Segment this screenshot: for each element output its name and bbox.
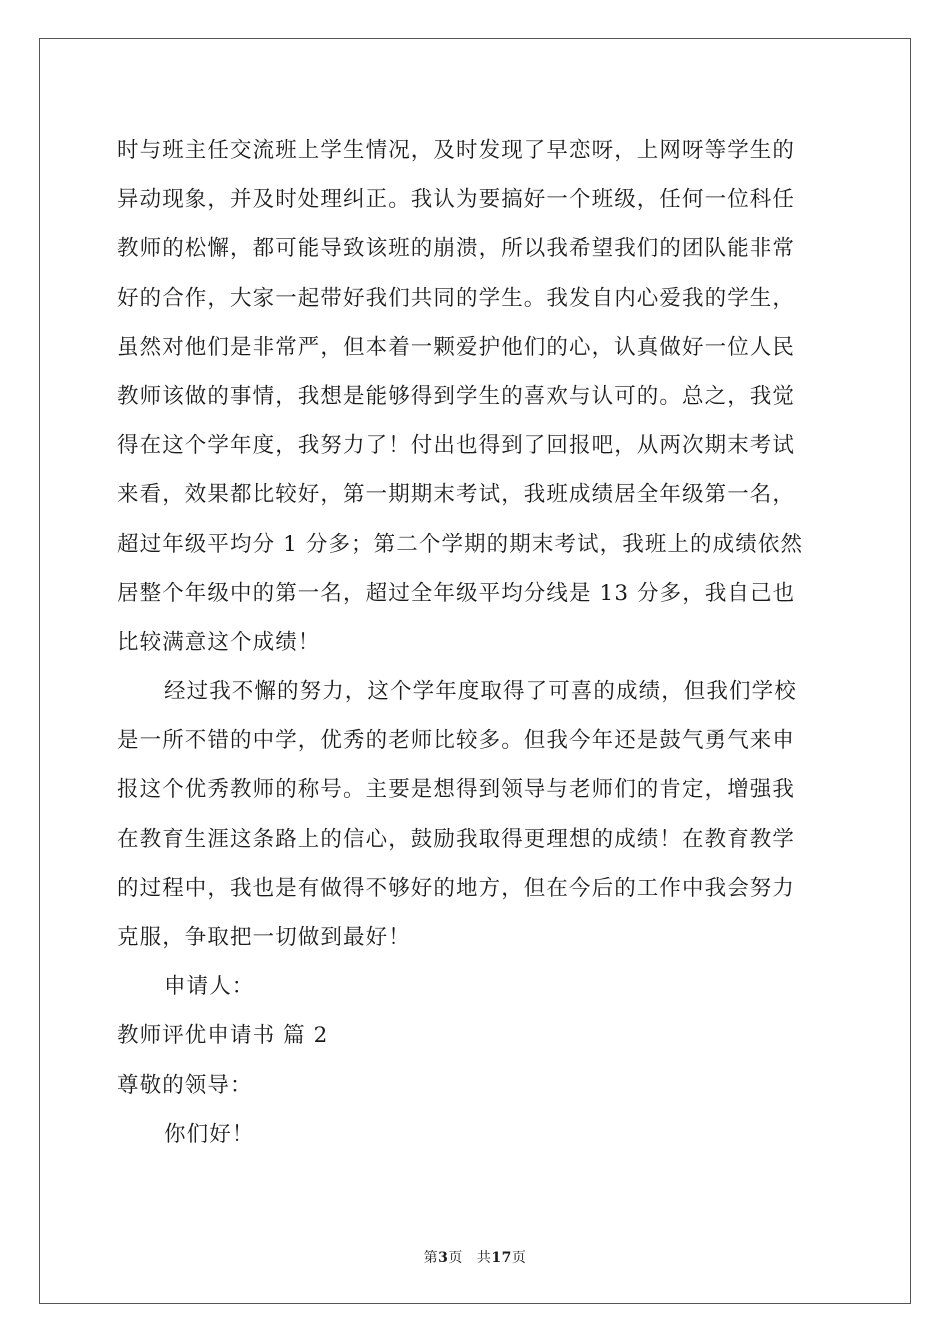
text-line: 教师该做的事情，我想是能够得到学生的喜欢与认可的。总之，我觉: [117, 383, 796, 409]
text-line: 教师的松懈，都可能导致该班的崩溃，所以我希望我们的团队能非常: [117, 236, 796, 262]
page-prefix: 第: [423, 1250, 439, 1266]
total-suffix: 页: [511, 1250, 527, 1266]
text-line: 经过我不懈的努力，这个学年度取得了可喜的成绩，但我们学校: [164, 679, 797, 705]
text-line: 居整个年级中的第一名，超过全年级平均分线是 13 分多，我自己也: [117, 580, 796, 606]
section-title: 教师评优申请书 篇 2: [117, 1023, 329, 1049]
text-line: 是一所不错的中学，优秀的老师比较多。但我今年还是鼓气勇气来申: [117, 728, 796, 754]
paragraph-1: [117, 126, 835, 667]
page-number: 3: [438, 1250, 449, 1266]
page-footer: [0, 1247, 950, 1267]
text-line: 在教育生涯这条路上的信心，鼓励我取得更理想的成绩！在教育教学: [117, 826, 796, 852]
text-line: 来看，效果都比较好，第一期期末考试，我班成绩居全年级第一名，: [117, 482, 796, 508]
total-prefix: 共: [476, 1250, 492, 1266]
page-suffix: 页: [448, 1250, 463, 1266]
text-line: 异动现象，并及时处理纠正。我认为要搞好一个班级，任何一位科任: [117, 187, 796, 213]
text-line: 超过年级平均分 1 分多；第二个学期的期末考试，我班上的成绩依然: [117, 531, 804, 557]
applicant-label: 申请人：: [164, 974, 255, 1000]
salutation: 尊敬的领导：: [117, 1072, 253, 1098]
text-line: 好的合作，大家一起带好我们共同的学生。我发自内心爱我的学生，: [117, 285, 796, 311]
total-pages: 17: [491, 1250, 512, 1266]
text-line: 时与班主任交流班上学生情况，及时发现了早恋呀，上网呀等学生的: [117, 138, 796, 163]
greeting: 你们好！: [164, 1121, 255, 1147]
document-body: [117, 126, 835, 1159]
text-line: 比较满意这个成绩！: [117, 629, 321, 655]
text-line: 报这个优秀教师的称号。主要是想得到领导与老师们的肯定，增强我: [117, 777, 796, 803]
text-line: 的过程中，我也是有做得不够好的地方，但在今后的工作中我会努力: [117, 875, 796, 901]
paragraph-2: [117, 667, 835, 962]
text-line: 虽然对他们是非常严，但本着一颗爱护他们的心，认真做好一位人民: [117, 334, 796, 360]
text-line: 克服，争取把一切做到最好！: [117, 925, 411, 950]
text-line: 得在这个学年度，我努力了！付出也得到了回报吧，从两次期末考试: [117, 433, 796, 459]
